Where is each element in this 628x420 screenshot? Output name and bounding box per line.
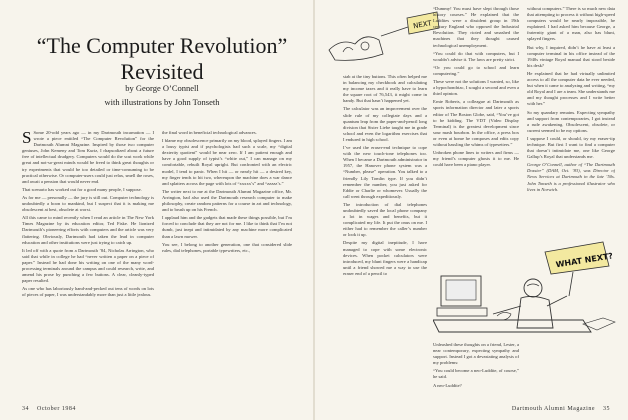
next-sign-illustration [321,10,441,70]
paragraph: “You could do that with computers, but I wouldn’t advise it. The laws are pretty strict. [433,50,519,62]
paragraph: As one who has laboriously hand-and-pecked out tens of words on lots of pieces of paper, I was understandably more than just a little jealous. [22,286,154,298]
article-headline: “The Computer Revolution” Revisited [36,32,288,84]
right-column-2 [433,6,519,236]
page-number: 34 [22,406,29,412]
paragraph: The calculator was an improvement over the slide rule of my collegiate days and a quantum leap from the paper-and-pencil long division that Sister Liebe taught me in grade school and even the logarithm exercises that I endured in high school. [343,106,427,142]
author-note: George O’Connell, author of “The Dartmouth Dossier” (DAM, Oct. ’83), was Director of News Services at Dartmouth in the late ’50s. John Tonseth is a professional illustrator who lives in Norwich. [527,162,615,192]
sign-text: NEXT [412,19,433,31]
page-number: 35 [603,406,610,412]
paragraph: Ernie Roberts, a colleague at Dartmouth as sports information director and later a sports editor of The Boston Globe, said, “You’ve got to be kidding. The VDT (Video Display Terminal) is the greatest development since sour mash bourbon. In the office, a press box or even at home he composes and edits copy without hassling the whims of typesetters.” [433,99,519,147]
paragraph: “Dummy! You must have slept through those history courses.” He explained that the Luddites were a dissident group in 19th century England who opposed the Industrial Revolution. They rioted and smashed the machines that they thought caused technological unemployment. [433,6,519,48]
computer-desk-illustration [433,236,623,340]
magazine-title: Dartmouth Alumni Magazine [511,406,595,412]
paragraph: without computers.” There is so much new data that attempting to process it without high-speed computers would be nearly impossible, he explained. I had asked him because George, a fraternity giant of a man, also has blunt, splayed fingers. [527,6,615,42]
paragraph: the final word in beneficial technological advances. [162,130,257,135]
paragraph: Unbroken phone lines to writers and firms — my friend’s computer ghosts it to me. He could have been a piano player. [433,150,519,168]
left-column-1 [22,130,154,400]
drop-cap: S [22,130,32,147]
right-column-1 [343,74,427,386]
paragraph: These were not the solutions I wanted, so, like a hypochondriac, I sought a second and even a third opinion. [433,79,519,97]
paragraph: As for me — personally — the jury is still out. Computer technology is undoubtedly a boon to mankind, but I suspect that it is making me obsolescent at best, obsolete at worst. [22,194,154,213]
paragraph: I suppose I could, or should, try my eraser-tip technique. But first I want to find a computer that doesn’t intimidate me, one like George Gallup’s Royal that understands me. [527,135,615,160]
paragraph: “You could become a neo-Luddite, of course,” he said. [433,368,519,380]
paragraph: He explained that he had virtually unlimited access to all the computer data he ever needed, but when it came to analyzing and writing, “my old Royal and I are a team. She understands me and my thought processes and I write better with her.” [527,70,615,107]
paragraph: I’ve used the eraser-end technique to cope with the new touch-tone telephones too. When I became a Dartmouth administrator in 1957, the Hanover phone system was a “Number, please” operation. You talked to a friendly Lily Tomlin type. If you didn’t remember the number, you just asked for Eddie or Charlie or whomever. Usually the call went through expeditiously. [343,145,427,199]
left-page [0,0,313,420]
article-byline: by George O’Connell [125,83,199,93]
paragraph: A neo-Luddite? [433,382,462,388]
paragraph: “Or you could go to school and learn computering.” [433,64,519,76]
paragraph: I blame my obsolescence primarily on my blood, splayed fingers. I am a lousy typist and if psychologists had such a scale, my “digital dexterity quotient” would be near zero. If I am patient enough and have a good supply of typist’s “white out,” I can manage on my comfortable, rebuilt Royal upright. But confronted with an electric model, I tend to panic. When I hit — or nearly hit — a desired key, my finger tends to hit two, whereupon the machine does a war dance and splatters across the page with lots of “xxxxx’s” and “zzzzz’s.” [162,138,292,186]
issue-date: October 1984 [37,406,76,412]
paragraph: So my quandary remains. Expecting sympathy and support from contemporaries, I got instead a rude awakening. Obsolescent, obsolete, or current seemed to be my options. [527,109,615,133]
right-page [315,0,628,420]
paragraph: I applaud him and the gadgets that made these things possible, but I’m forced to conclude that they are not for me. I like to think that I’m not dumb, just inept and intimidated by any machine more complicated than a lawn mower. [162,215,292,239]
paragraph: Despite my digital ineptitude, I have managed to cope with some electronic devices. When pocket calculators were introduced, my blunt fingers were a handicap until a friend showed me a way to use the eraser end of a pencil to [343,240,427,276]
left-column-2 [162,130,292,400]
folio-right [512,406,610,412]
paragraph: It led off with a quote from a Dartmouth ’84, Nicholas Arrington, who said that while in college he had “never written a paper on a piece of paper.” Instead he had done his writing on one of the many word-processing terminals around the campus and could research, write, and amend his prose by punching a few buttons. A clear, cleanly-typed paper resulted. [22,247,154,284]
sign-text: WHAT NEXT? [555,251,614,270]
paragraph: The introduction of dial telephones undoubtedly saved the local phone company a lot in wages and benefits, but it complicated my life. It put the onus on me. I either had to remember the caller’s number or look it up. [343,201,427,238]
right-column-2-continued [433,342,519,402]
illustration-credit: with illustrations by John Tonseth [104,97,220,107]
paragraph: stab at the tiny buttons. This often helped me in balancing my checkbook and calculating my income taxes and it really have to learn the square root of 76,543, it might come in handy. But that hasn’t happened yet. [343,74,427,104]
folio-left [22,406,76,412]
paragraph: You see, I belong to another generation, one that considered slide rules, dial telephones, portable typewriters, etc., [162,241,292,253]
paragraph: But why, I inquired, didn’t he have at least a computer terminal in his office instead of the 1940s vintage Royal manual that stood beside his desk? [527,44,615,68]
right-column-3 [527,6,615,242]
paragraph: The writer next to me at the Dartmouth Alumni Magazine office, Mr. Arrington, had also used the Dartmouth research computer to make philosophy, create random patterns for a course in art and technology, and to brush up on his French. [162,188,292,213]
paragraph: That scenario has worked out for a good many people, I suppose. [22,186,142,192]
paragraph: S Some 20-odd years ago — in my Dartmouth incarnation — I wrote a piece entitled “The Computer Revolution” for the Dartmouth Alumni Magazine. Inspired by those two computer geniuses, John Kemeny and Tom Kurtz, I rhapsodized about a future free of intellectual drudgery. Computers would do the scut work while great and not-so-great minds would be freed to think great thoughts or try experiments that would be too detailed or time-consuming to be practical otherwise. Or computer-users could just relax, smell the roses, and await a pension that would never end. [22,130,154,184]
paragraph: All this came to mind recently when I read an article in The New York Times Magazine by its education editor, Ted Fiske. He lionized Dartmouth’s pioneering efforts with computers and the article was very flattering. Obviously, Dartmouth had taken the lead in computer education and other institutions were just trying to catch up. [22,215,154,245]
paragraph: Unleashed these thoughts on a friend, Lester, a near contemporary, expecting sympathy and support. Instead I got a devastating analysis of my problems: [433,342,519,366]
